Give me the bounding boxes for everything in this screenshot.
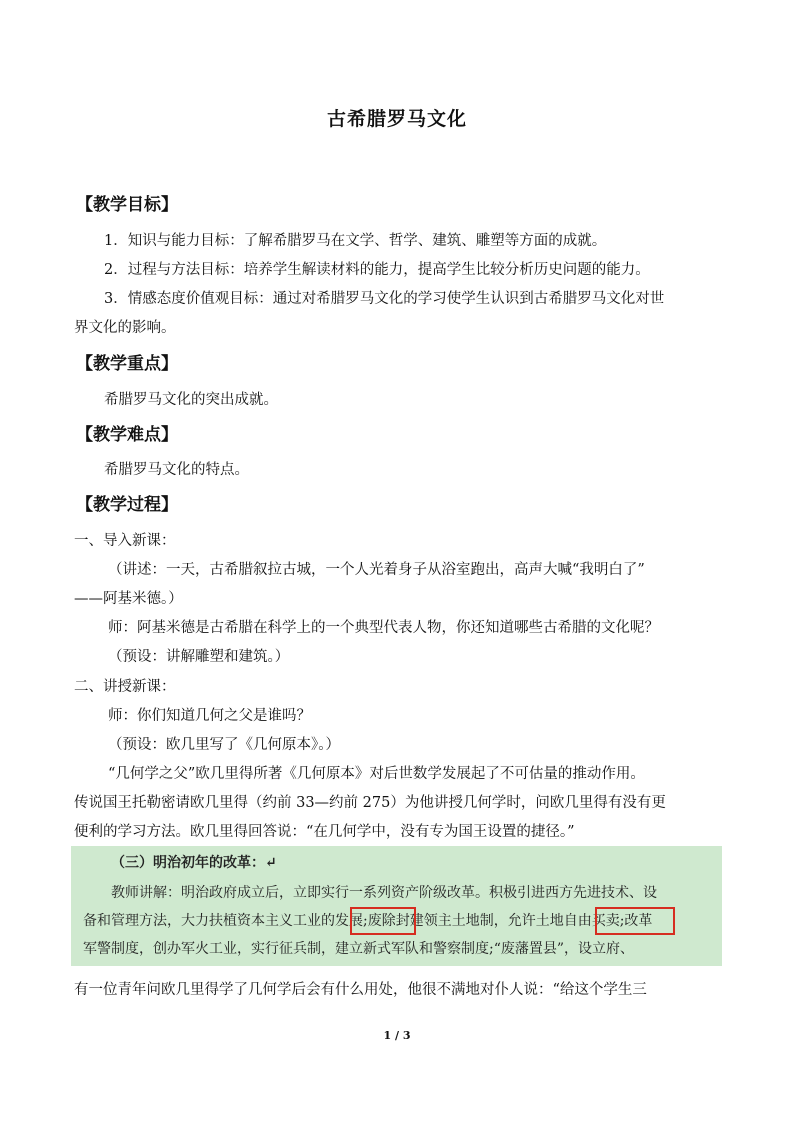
part1-line-4: （预设：讲解雕塑和建筑。）	[108, 649, 290, 665]
objective-line-1: 1．知识与能力目标：了解希腊罗马在文学、哲学、建筑、雕塑等方面的成就。	[104, 233, 607, 249]
objective-line-3: 3．情感态度价值观目标：通过对希腊罗马文化的学习使学生认识到古希腊罗马文化对世	[104, 291, 665, 307]
difficulty-text: 希腊罗马文化的特点。	[104, 462, 249, 478]
objective-line-2: 2．过程与方法目标：培养学生解读材料的能力，提高学生比较分析历史问题的能力。	[104, 262, 650, 278]
clip-line-1: （三）明治初年的改革：↵	[111, 855, 277, 871]
clip-line-4: 军警制度，创办军火工业，实行征兵制，建立新式军队和警察制度;“废藩置县”，设立府、	[83, 941, 635, 957]
page-number: 1 / 3	[383, 1029, 411, 1042]
key-points-text: 希腊罗马文化的突出成就。	[104, 392, 278, 408]
difficulty-heading: 【教学难点】	[76, 425, 178, 445]
part2-line-1: 师：你们知道几何之父是谁吗？	[108, 708, 311, 724]
objectives-heading: 【教学目标】	[76, 195, 178, 215]
key-points-heading: 【教学重点】	[76, 354, 178, 374]
part1-title: 一、导入新课：	[74, 533, 176, 549]
highlight-box-2	[595, 907, 675, 935]
part2-line-5: 便利的学习方法。欧几里得回答说：“在几何学中，没有专为国王设置的捷径。”	[74, 824, 575, 840]
objective-line-4: 界文化的影响。	[74, 320, 176, 336]
clip-line-2: 教师讲解：明治政府成立后，立即实行一系列资产阶级改革。积极引进西方先进技术、设	[111, 885, 657, 901]
part1-line-2: ——阿基米德。）	[74, 591, 183, 607]
part2-line-4: 传说国王托勒密请欧几里得（约前 33—约前 275）为他讲授几何学时，问欧几里得有没有更	[74, 795, 666, 811]
document-title: 古希腊罗马文化	[326, 108, 467, 130]
part2-line-3: “几何学之父”欧几里得所著《几何原本》对后世数学发展起了不可估量的推动作用。	[108, 766, 645, 782]
embedded-clip	[71, 846, 722, 966]
part2-title: 二、讲授新课：	[74, 679, 176, 695]
part1-line-1: （讲述：一天，古希腊叙拉古城，一个人光着身子从浴室跑出，高声大喊“我明白了”	[108, 562, 645, 578]
process-heading: 【教学过程】	[76, 495, 178, 515]
highlight-box-1	[350, 907, 416, 935]
clip-line-3: 备和管理方法，大力扶植资本主义工业的发展;废除封建领主土地制，允许土地自由买卖;改革	[83, 913, 653, 929]
part2-line-2: （预设：欧几里写了《几何原本》。）	[108, 737, 340, 753]
part1-line-3: 师：阿基米德是古希腊在科学上的一个典型代表人物，你还知道哪些古希腊的文化呢？	[108, 620, 659, 636]
after-clip-line: 有一位青年问欧几里得学了几何学后会有什么用处，他很不满地对仆人说：“给这个学生三	[74, 982, 647, 998]
